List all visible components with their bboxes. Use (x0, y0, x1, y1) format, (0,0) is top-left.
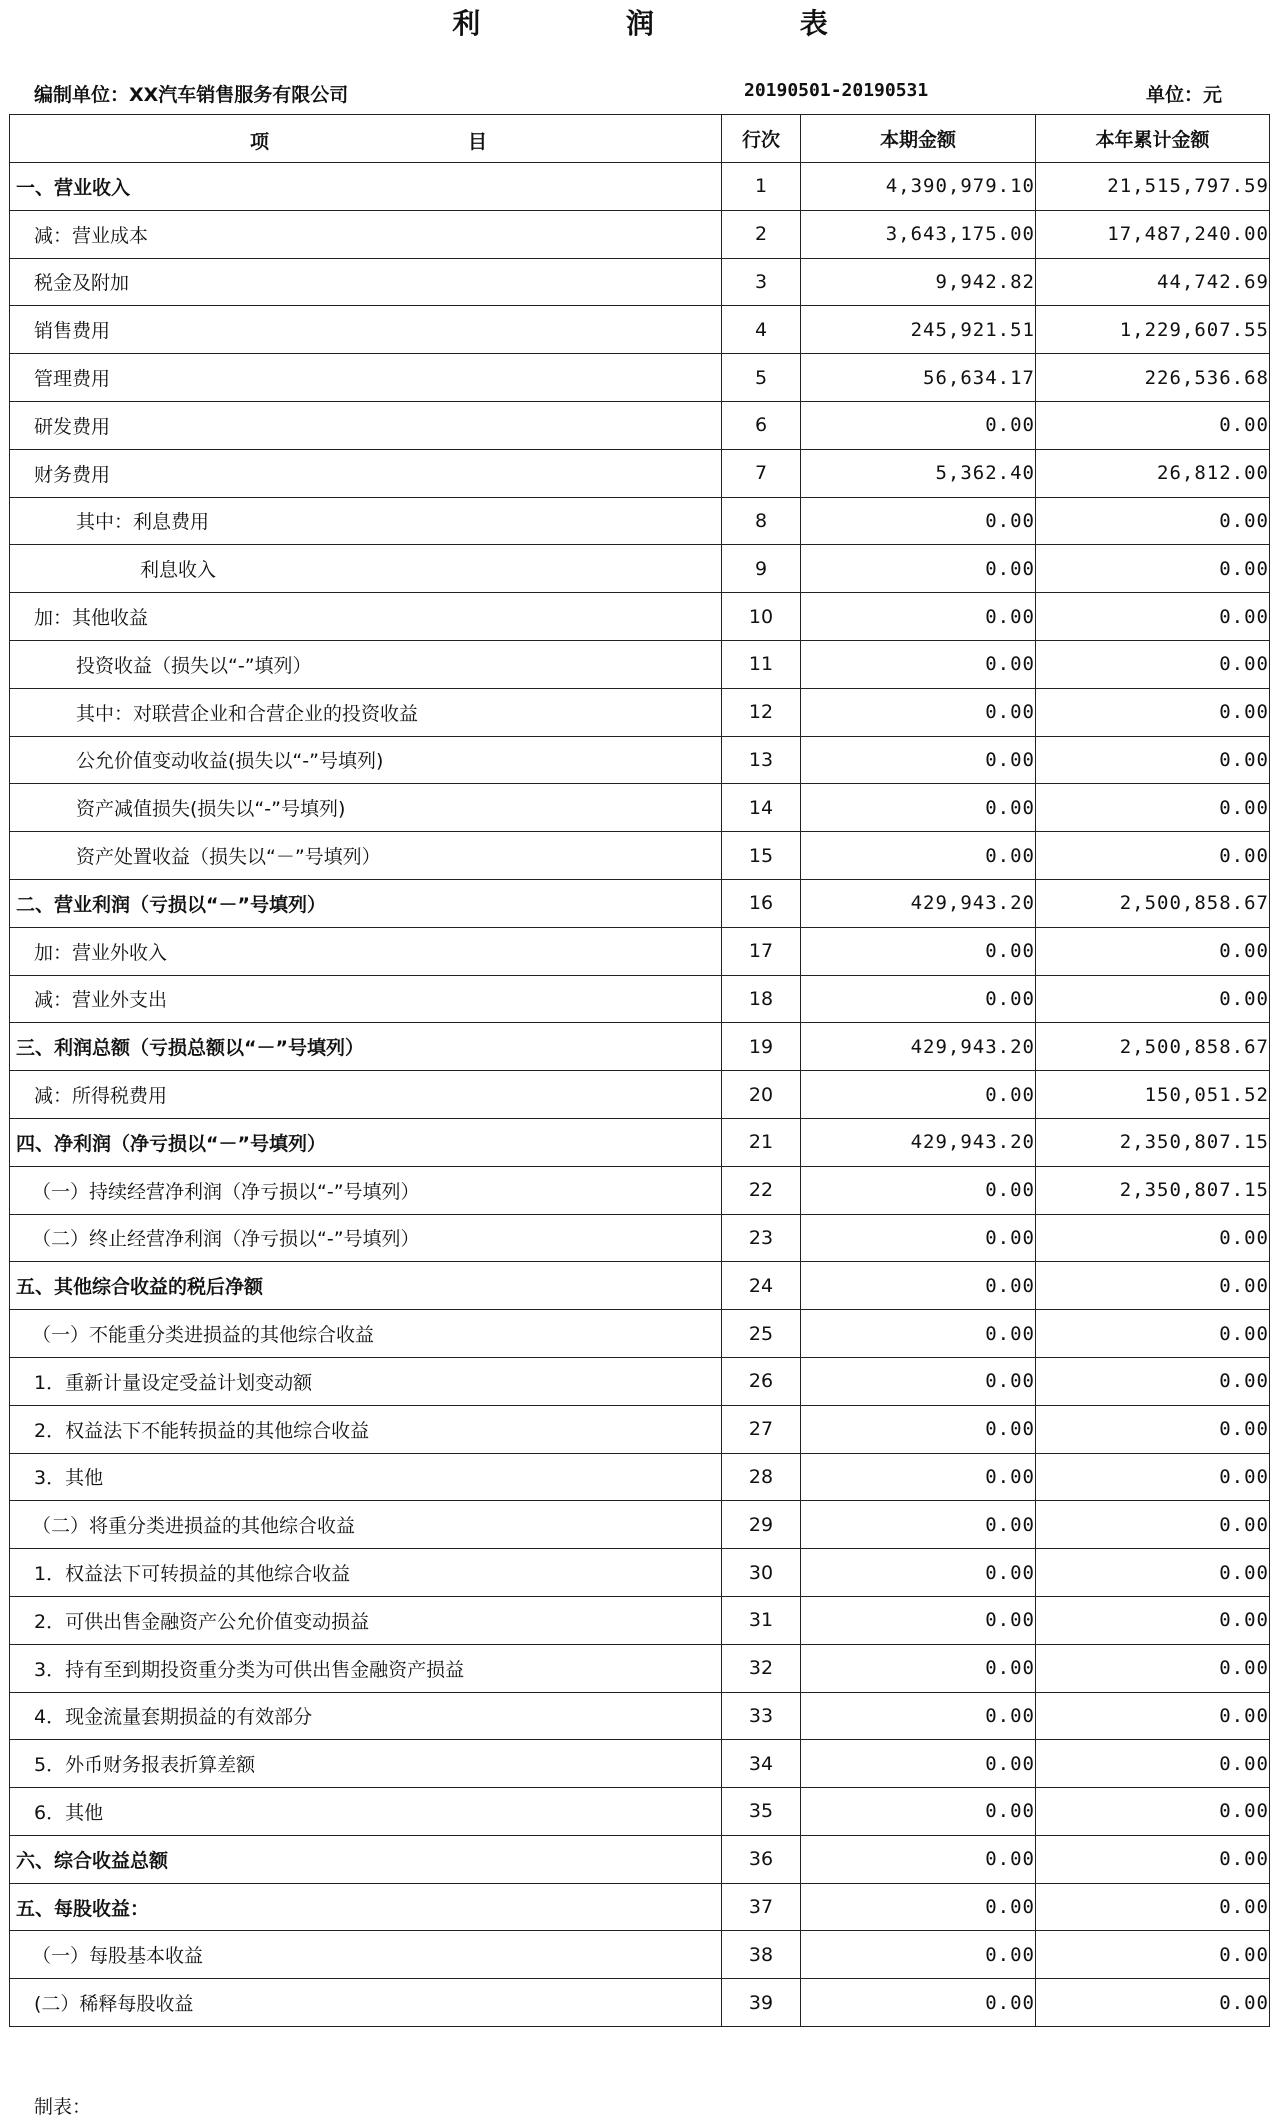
table-row (10, 736, 1270, 784)
row-ytd-amount: 2,350,807.15 (1036, 1166, 1270, 1214)
row-ytd-amount: 0.00 (1036, 832, 1270, 880)
row-current-amount: 0.00 (801, 1740, 1036, 1788)
row-line-number: 31 (722, 1596, 801, 1644)
row-item-label: 其中：对联营企业和合营企业的投资收益 (10, 688, 722, 736)
row-line-number: 23 (722, 1214, 801, 1262)
row-item-label: 五、每股收益： (10, 1883, 722, 1931)
row-item-label: 3．其他 (10, 1453, 722, 1501)
row-ytd-amount: 2,500,858.67 (1036, 1023, 1270, 1071)
row-ytd-amount: 0.00 (1036, 1453, 1270, 1501)
table-row (10, 1405, 1270, 1453)
row-ytd-amount: 0.00 (1036, 1979, 1270, 2027)
table-row (10, 1453, 1270, 1501)
row-item-label: 财务费用 (10, 449, 722, 497)
row-current-amount: 0.00 (801, 1549, 1036, 1597)
row-ytd-amount: 0.00 (1036, 1214, 1270, 1262)
row-current-amount: 0.00 (801, 497, 1036, 545)
row-current-amount: 245,921.51 (801, 306, 1036, 354)
row-ytd-amount: 0.00 (1036, 1501, 1270, 1549)
row-current-amount: 0.00 (801, 1835, 1036, 1883)
table-row (10, 354, 1270, 402)
row-line-number: 20 (722, 1071, 801, 1119)
table-row (10, 832, 1270, 880)
row-current-amount: 0.00 (801, 593, 1036, 641)
row-line-number: 6 (722, 401, 801, 449)
table-row (10, 1596, 1270, 1644)
row-ytd-amount: 0.00 (1036, 640, 1270, 688)
row-current-amount: 9,942.82 (801, 258, 1036, 306)
row-current-amount: 0.00 (801, 545, 1036, 593)
row-ytd-amount: 2,500,858.67 (1036, 879, 1270, 927)
row-item-label: 1．重新计量设定受益计划变动额 (10, 1357, 722, 1405)
row-item-label: 税金及附加 (10, 258, 722, 306)
row-current-amount: 0.00 (801, 1692, 1036, 1740)
row-item-label: 减：所得税费用 (10, 1071, 722, 1119)
row-item-label: 6．其他 (10, 1788, 722, 1836)
row-current-amount: 0.00 (801, 1979, 1036, 2027)
row-current-amount: 0.00 (801, 975, 1036, 1023)
row-item-label: 2．可供出售金融资产公允价值变动损益 (10, 1596, 722, 1644)
row-line-number: 4 (722, 306, 801, 354)
row-ytd-amount: 0.00 (1036, 545, 1270, 593)
row-current-amount: 0.00 (801, 784, 1036, 832)
row-line-number: 18 (722, 975, 801, 1023)
table-row (10, 1740, 1270, 1788)
row-item-label: 四、净利润（净亏损以“－”号填列） (10, 1118, 722, 1166)
row-current-amount: 4,390,979.10 (801, 163, 1036, 211)
table-row (10, 1788, 1270, 1836)
row-item-label: 六、综合收益总额 (10, 1835, 722, 1883)
row-line-number: 29 (722, 1501, 801, 1549)
table-row (10, 1692, 1270, 1740)
row-ytd-amount: 17,487,240.00 (1036, 210, 1270, 258)
row-current-amount: 56,634.17 (801, 354, 1036, 402)
row-line-number: 27 (722, 1405, 801, 1453)
row-ytd-amount: 0.00 (1036, 784, 1270, 832)
table-row (10, 1931, 1270, 1979)
row-item-label: 4．现金流量套期损益的有效部分 (10, 1692, 722, 1740)
table-row (10, 1644, 1270, 1692)
row-ytd-amount: 0.00 (1036, 401, 1270, 449)
row-ytd-amount: 226,536.68 (1036, 354, 1270, 402)
prepared-by-label: 制表： (34, 2096, 92, 2118)
row-line-number: 5 (722, 354, 801, 402)
row-item-label: 公允价值变动收益(损失以“-”号填列) (10, 736, 722, 784)
table-row (10, 1310, 1270, 1358)
table-row (10, 258, 1270, 306)
table-row (10, 1549, 1270, 1597)
table-row (10, 1357, 1270, 1405)
row-ytd-amount: 0.00 (1036, 736, 1270, 784)
table-row (10, 1883, 1270, 1931)
row-line-number: 24 (722, 1262, 801, 1310)
table-row (10, 1071, 1270, 1119)
table-row (10, 163, 1270, 211)
row-current-amount: 0.00 (801, 1788, 1036, 1836)
row-current-amount: 0.00 (801, 1357, 1036, 1405)
row-item-label: （二）终止经营净利润（净亏损以“-”号填列） (10, 1214, 722, 1262)
row-current-amount: 0.00 (801, 1644, 1036, 1692)
table-row (10, 1501, 1270, 1549)
table-row (10, 879, 1270, 927)
row-line-number: 15 (722, 832, 801, 880)
row-ytd-amount: 1,229,607.55 (1036, 306, 1270, 354)
row-line-number: 9 (722, 545, 801, 593)
row-ytd-amount: 26,812.00 (1036, 449, 1270, 497)
row-item-label: （一）每股基本收益 (10, 1931, 722, 1979)
row-line-number: 11 (722, 640, 801, 688)
row-item-label: 研发费用 (10, 401, 722, 449)
row-current-amount: 0.00 (801, 1405, 1036, 1453)
row-ytd-amount: 21,515,797.59 (1036, 163, 1270, 211)
row-line-number: 13 (722, 736, 801, 784)
row-item-label: 1．权益法下可转损益的其他综合收益 (10, 1549, 722, 1597)
row-current-amount: 0.00 (801, 1883, 1036, 1931)
row-current-amount: 0.00 (801, 1214, 1036, 1262)
table-row (10, 401, 1270, 449)
row-item-label: 减：营业外支出 (10, 975, 722, 1023)
column-header-line-no: 行次 (722, 115, 801, 163)
row-ytd-amount: 0.00 (1036, 1549, 1270, 1597)
row-line-number: 3 (722, 258, 801, 306)
row-line-number: 14 (722, 784, 801, 832)
row-item-label: 资产减值损失(损失以“-”号填列) (10, 784, 722, 832)
row-ytd-amount: 0.00 (1036, 497, 1270, 545)
row-current-amount: 5,362.40 (801, 449, 1036, 497)
row-line-number: 37 (722, 1883, 801, 1931)
row-line-number: 33 (722, 1692, 801, 1740)
row-item-label: 其中：利息费用 (10, 497, 722, 545)
row-item-label: （二）将重分类进损益的其他综合收益 (10, 1501, 722, 1549)
table-row (10, 640, 1270, 688)
table-body (10, 163, 1270, 2027)
row-item-label: 加：其他收益 (10, 593, 722, 641)
row-item-label: 资产处置收益（损失以“－”号填列） (10, 832, 722, 880)
row-line-number: 39 (722, 1979, 801, 2027)
row-ytd-amount: 0.00 (1036, 927, 1270, 975)
row-line-number: 26 (722, 1357, 801, 1405)
row-line-number: 21 (722, 1118, 801, 1166)
row-ytd-amount: 0.00 (1036, 1931, 1270, 1979)
report-title: 利 润 表 (452, 7, 896, 40)
table-row (10, 1262, 1270, 1310)
table-header-row (10, 115, 1270, 163)
row-ytd-amount: 0.00 (1036, 688, 1270, 736)
row-item-label: （一）持续经营净利润（净亏损以“-”号填列） (10, 1166, 722, 1214)
row-line-number: 1 (722, 163, 801, 211)
table-row (10, 1835, 1270, 1883)
table-row (10, 497, 1270, 545)
row-ytd-amount: 0.00 (1036, 1596, 1270, 1644)
row-item-label: 减：营业成本 (10, 210, 722, 258)
row-current-amount: 429,943.20 (801, 1118, 1036, 1166)
row-current-amount: 0.00 (801, 1310, 1036, 1358)
table-row (10, 1979, 1270, 2027)
table-row (10, 688, 1270, 736)
currency-unit: 单位：元 (1146, 84, 1223, 106)
row-current-amount: 0.00 (801, 832, 1036, 880)
row-current-amount: 0.00 (801, 1262, 1036, 1310)
row-current-amount: 3,643,175.00 (801, 210, 1036, 258)
row-line-number: 16 (722, 879, 801, 927)
row-item-label: 2．权益法下不能转损益的其他综合收益 (10, 1405, 722, 1453)
table-row (10, 1214, 1270, 1262)
row-line-number: 10 (722, 593, 801, 641)
row-line-number: 38 (722, 1931, 801, 1979)
row-line-number: 2 (722, 210, 801, 258)
row-ytd-amount: 0.00 (1036, 975, 1270, 1023)
row-item-label: 销售费用 (10, 306, 722, 354)
row-ytd-amount: 44,742.69 (1036, 258, 1270, 306)
row-line-number: 7 (722, 449, 801, 497)
income-statement-table (9, 114, 1270, 2027)
row-line-number: 36 (722, 1835, 801, 1883)
table-row (10, 545, 1270, 593)
row-line-number: 19 (722, 1023, 801, 1071)
row-ytd-amount: 0.00 (1036, 1405, 1270, 1453)
row-item-label: 管理费用 (10, 354, 722, 402)
row-item-label: 加：营业外收入 (10, 927, 722, 975)
row-line-number: 30 (722, 1549, 801, 1597)
table-row (10, 1023, 1270, 1071)
row-line-number: 22 (722, 1166, 801, 1214)
table-row (10, 210, 1270, 258)
row-current-amount: 0.00 (801, 401, 1036, 449)
column-header-ytd-amount: 本年累计金额 (1036, 115, 1270, 163)
row-current-amount: 429,943.20 (801, 1023, 1036, 1071)
row-ytd-amount: 0.00 (1036, 1310, 1270, 1358)
table-row (10, 593, 1270, 641)
row-current-amount: 429,943.20 (801, 879, 1036, 927)
column-header-item-part2: 目 (468, 131, 488, 153)
row-ytd-amount: 0.00 (1036, 1740, 1270, 1788)
row-line-number: 8 (722, 497, 801, 545)
row-item-label: 二、营业利润（亏损以“－”号填列） (10, 879, 722, 927)
row-line-number: 17 (722, 927, 801, 975)
row-ytd-amount: 0.00 (1036, 1357, 1270, 1405)
row-ytd-amount: 2,350,807.15 (1036, 1118, 1270, 1166)
column-header-current-amount: 本期金额 (801, 115, 1036, 163)
row-item-label: 利息收入 (10, 545, 722, 593)
row-ytd-amount: 150,051.52 (1036, 1071, 1270, 1119)
row-current-amount: 0.00 (801, 736, 1036, 784)
table-row (10, 975, 1270, 1023)
row-ytd-amount: 0.00 (1036, 1644, 1270, 1692)
table-row (10, 449, 1270, 497)
row-line-number: 34 (722, 1740, 801, 1788)
row-item-label: 5．外币财务报表折算差额 (10, 1740, 722, 1788)
row-line-number: 35 (722, 1788, 801, 1836)
row-current-amount: 0.00 (801, 1596, 1036, 1644)
row-ytd-amount: 0.00 (1036, 1883, 1270, 1931)
row-current-amount: 0.00 (801, 1071, 1036, 1119)
row-current-amount: 0.00 (801, 1453, 1036, 1501)
row-current-amount: 0.00 (801, 1501, 1036, 1549)
row-current-amount: 0.00 (801, 640, 1036, 688)
row-current-amount: 0.00 (801, 1166, 1036, 1214)
row-item-label: (二）稀释每股收益 (10, 1979, 722, 2027)
row-ytd-amount: 0.00 (1036, 1788, 1270, 1836)
column-header-item (10, 115, 722, 163)
company-name: 编制单位：XX汽车销售服务有限公司 (34, 84, 349, 106)
row-item-label: （一）不能重分类进损益的其他综合收益 (10, 1310, 722, 1358)
table-row (10, 1118, 1270, 1166)
row-item-label: 一、营业收入 (10, 163, 722, 211)
row-current-amount: 0.00 (801, 927, 1036, 975)
table-row (10, 1166, 1270, 1214)
report-meta (0, 74, 1280, 108)
row-line-number: 25 (722, 1310, 801, 1358)
row-line-number: 32 (722, 1644, 801, 1692)
row-current-amount: 0.00 (801, 688, 1036, 736)
row-line-number: 12 (722, 688, 801, 736)
row-current-amount: 0.00 (801, 1931, 1036, 1979)
row-item-label: 五、其他综合收益的税后净额 (10, 1262, 722, 1310)
table-row (10, 927, 1270, 975)
row-ytd-amount: 0.00 (1036, 1262, 1270, 1310)
report-period: 20190501-20190531 (744, 80, 929, 101)
table-row (10, 784, 1270, 832)
row-ytd-amount: 0.00 (1036, 1692, 1270, 1740)
row-line-number: 28 (722, 1453, 801, 1501)
table-row (10, 306, 1270, 354)
row-item-label: 投资收益（损失以“-”填列） (10, 640, 722, 688)
column-header-item-part1: 项 (250, 131, 270, 153)
row-ytd-amount: 0.00 (1036, 1835, 1270, 1883)
row-item-label: 3．持有至到期投资重分类为可供出售金融资产损益 (10, 1644, 722, 1692)
row-ytd-amount: 0.00 (1036, 593, 1270, 641)
row-item-label: 三、利润总额（亏损总额以“－”号填列） (10, 1023, 722, 1071)
